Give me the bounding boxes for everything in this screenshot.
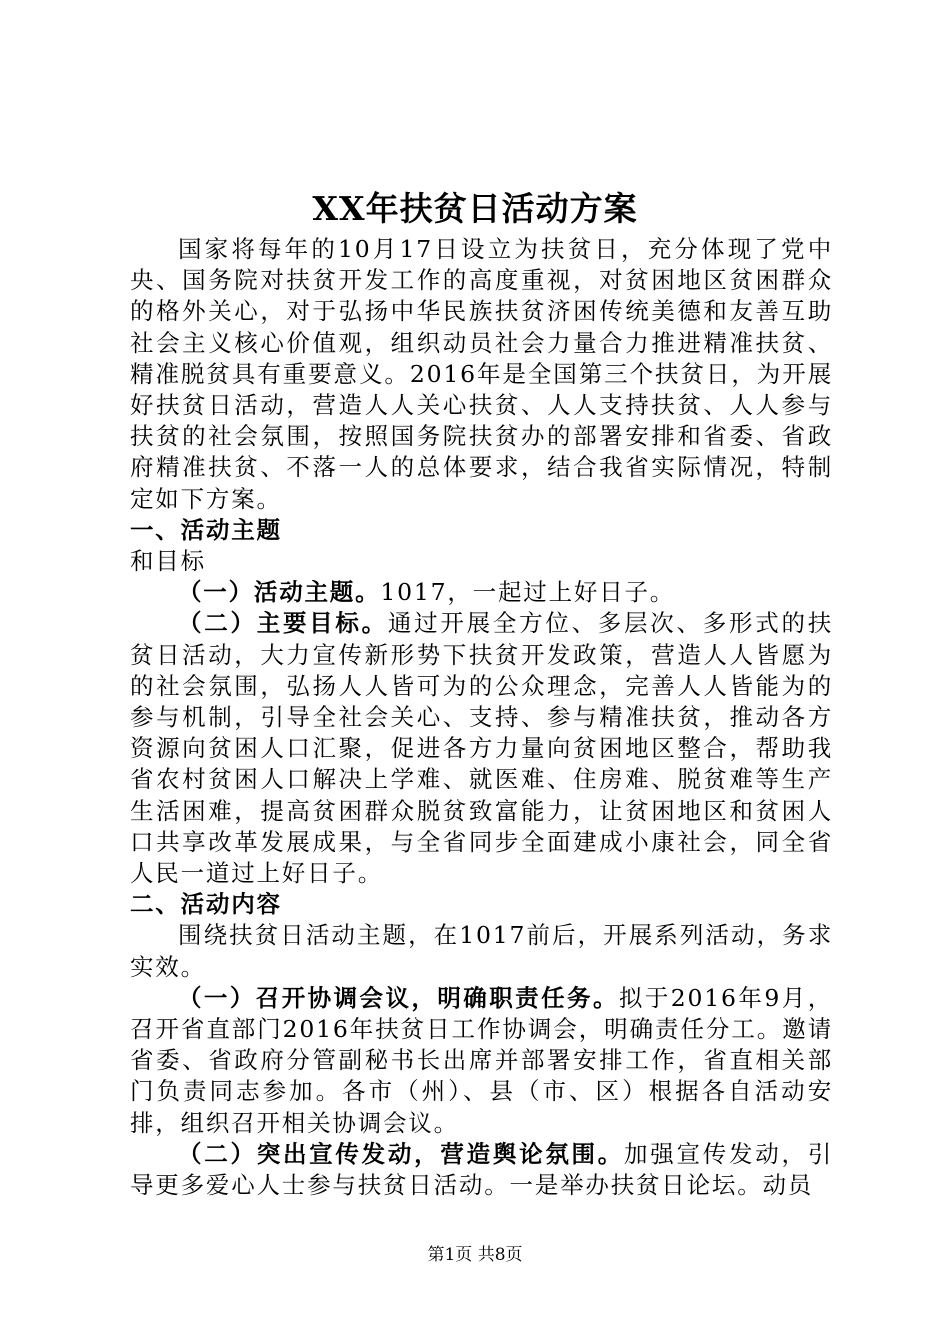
section1-item1-label: （一）活动主题。 [178,578,381,607]
section2-heading: 二、活动内容 [130,890,282,919]
section1-heading-continuation: 和目标 [130,547,206,576]
section1-item1-text: 1017，一起过上好日子。 [380,578,676,607]
section2-item2-text: 加强宣传发动，引导更多爱心人士参与扶贫日活动。一是举办扶贫日论坛。动员 [130,1139,833,1200]
document-body [130,234,833,1201]
section2-item1-text: 拟于2016年9月，召开省直部门2016年扶贫日工作协调会，明确责任分工。邀请省委、省政府分管副秘书长出席并部署安排工作，省直相关部门负责同志参加。各市（州）、县（市、区）根据各自活动安排，组织召开相关协调会议。 [130,983,833,1137]
document-title: XX年扶贫日活动方案 [312,189,638,228]
intro-paragraph: 国家将每年的10月17日设立为扶贫日，充分体现了党中央、国务院对扶贫开发工作的高度重视，对贫困地区贫困群众的格外关心，对于弘扬中华民族扶贫济困传统美德和友善互助社会主义核心价值观，组织动员社会力量合力推进精准扶贫、精准脱贫具有重要意义。2016年是全国第三个扶贫日，为开展好扶贫日活动，营造人人关心扶贫、人人支持扶贫、人人参与扶贫的社会氛围，按照国务院扶贫办的部署安排和省委、省政府精准扶贫、不落一人的总体要求，结合我省实际情况，特制定如下方案。 [130,235,833,513]
section2-item1-paragraph [130,983,833,1139]
section2-item2-paragraph [130,1139,833,1201]
section2-item1-label: （一）召开协调会议，明确职责任务。 [178,983,619,1012]
section1-item1-paragraph [130,577,833,608]
section2-item2-label: （二）突出宣传发动，营造舆论氛围。 [178,1139,625,1168]
section2-intro-paragraph: 围绕扶贫日活动主题，在1017前后，开展系列活动，务求实效。 [130,921,833,981]
section1-item2-text: 通过开展全方位、多层次、多形式的扶贫日活动，大力宣传新形势下扶贫开发政策，营造人人皆愿为的社会氛围，弘扬人人皆可为的公众理念，完善人人皆能为的参与机制，引导全社会关心、支持、参与精准扶贫，推动各方资源向贫困人口汇聚，促进各方力量向贫困地区整合，帮助我省农村贫困人口解决上学难、就医难、住房难、脱贫难等生产生活困难，提高贫困群众脱贫致富能力，让贫困地区和贫困人口共享改革发展成果，与全省同步全面建成小康社会，同全省人民一道过上好日子。 [130,609,833,888]
section1-item2-paragraph [130,608,833,889]
section1-heading: 一、活动主题 [130,515,282,544]
section1-item2-label: （二）主要目标。 [178,609,388,638]
page-footer: 第1页 共8页 [427,1245,523,1265]
